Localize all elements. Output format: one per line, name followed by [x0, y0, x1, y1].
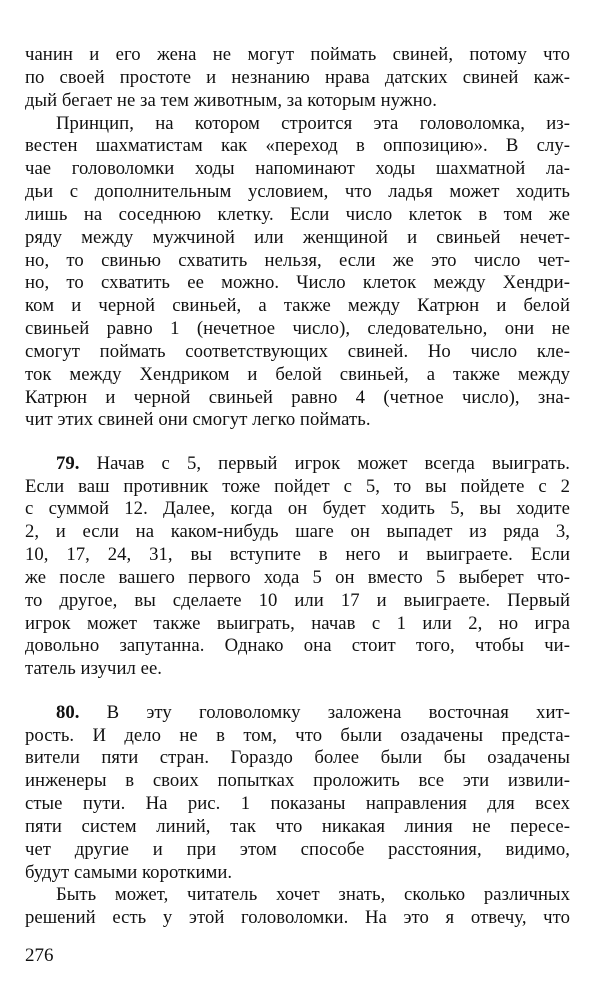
- text-line: чае головоломки ходы напоминают ходы шахматной ла-: [25, 158, 570, 180]
- text-line: вители пяти стран. Гораздо более были бы озадачены: [25, 747, 570, 769]
- text-line: вестен шахматистам как «переход в оппозицию». В слу-: [25, 135, 570, 157]
- answer-number: 79.: [56, 452, 80, 474]
- text-line: ряду между мужчиной или женщиной и свиньей нечет-: [25, 226, 570, 248]
- text-line: свиньей равно 1 (нечетное число), следовательно, они не: [25, 318, 570, 339]
- text-line: Катрюн и черной свиньей равно 4 (четное число), зна-: [25, 386, 570, 408]
- text-line: Быть может, читатель хочет знать, сколько различных: [56, 884, 570, 906]
- text-line: чит этих свиней они смогут легко поймать.: [25, 409, 371, 431]
- answer-number: 80.: [56, 701, 80, 723]
- text-line: татель изучил ее.: [25, 658, 163, 680]
- text-line: с суммой 12. Далее, когда он будет ходить 5, вы ходите: [25, 498, 570, 520]
- text-line: чанин и его жена не могут поймать свиней, потому что: [25, 44, 570, 65]
- answer-79-first-line: [56, 453, 570, 476]
- text-line: же после вашего первого хода 5 он вместо 5 выберет что-: [25, 566, 570, 588]
- text-line: дый бегает не за тем животным, за которым нужно.: [25, 89, 437, 111]
- text-line: 10, 17, 24, 31, вы вступите в него и выиграете. Если: [25, 544, 570, 566]
- text-line: Если ваш противник тоже пойдет с 5, то вы пойдете с 2: [25, 475, 570, 497]
- text-line: дьи с дополнительным условием, что ладья может ходить: [25, 181, 570, 202]
- answer-80-first-line: [56, 702, 570, 725]
- text-line: пяти систем линий, так что никакая линия не пересе-: [25, 815, 570, 837]
- text-line: стые пути. На рис. 1 показаны направления для всех: [25, 793, 570, 814]
- text-line: смогут поймать соответствующих свиней. Но число кле-: [25, 340, 570, 362]
- text-line: игрок может также выиграть, начав с 1 или 2, но игра: [25, 612, 570, 634]
- text-line: рость. И дело не в том, что были озадачены предста-: [25, 724, 570, 746]
- text-line: то другое, вы сделаете 10 или 17 и выиграете. Первый: [25, 589, 570, 611]
- text-line: 2, и если на каком-нибудь шаге он выпадет из ряда 3,: [25, 521, 570, 543]
- page-number: 276: [25, 945, 54, 966]
- text-line: решений есть у этой головоломки. На это я отвечу, что: [25, 907, 570, 929]
- text-line: будут самыми короткими.: [25, 861, 233, 883]
- text-line: но, то свинью схватить нельзя, если же это число чет-: [25, 249, 570, 271]
- text-line: чет другие и при этом способе расстояния, видимо,: [25, 838, 570, 860]
- text-line: Принцип, на котором строится эта головоломка, из-: [56, 112, 570, 134]
- text-span: Начав с 5, первый игрок может всегда выиграть.: [79, 452, 570, 474]
- text-line: лишь на соседнюю клетку. Если число клеток в том же: [25, 203, 570, 225]
- text-line: инженеры в своих попытках проложить все эти извили-: [25, 770, 570, 792]
- text-line: довольно запутанна. Однако она стоит того, чтобы чи-: [25, 635, 570, 657]
- text-line: ком и черной свиньей, а также между Катрюн и белой: [25, 295, 570, 317]
- text-line: но, то схватить ее можно. Число клеток между Хендри-: [25, 272, 570, 294]
- text-line: по своей простоте и незнанию нрава датских свиней каж-: [25, 66, 570, 88]
- text-line: ток между Хендриком и белой свиньей, а также между: [25, 363, 570, 385]
- text-span: В эту головоломку заложена восточная хит-: [79, 701, 570, 723]
